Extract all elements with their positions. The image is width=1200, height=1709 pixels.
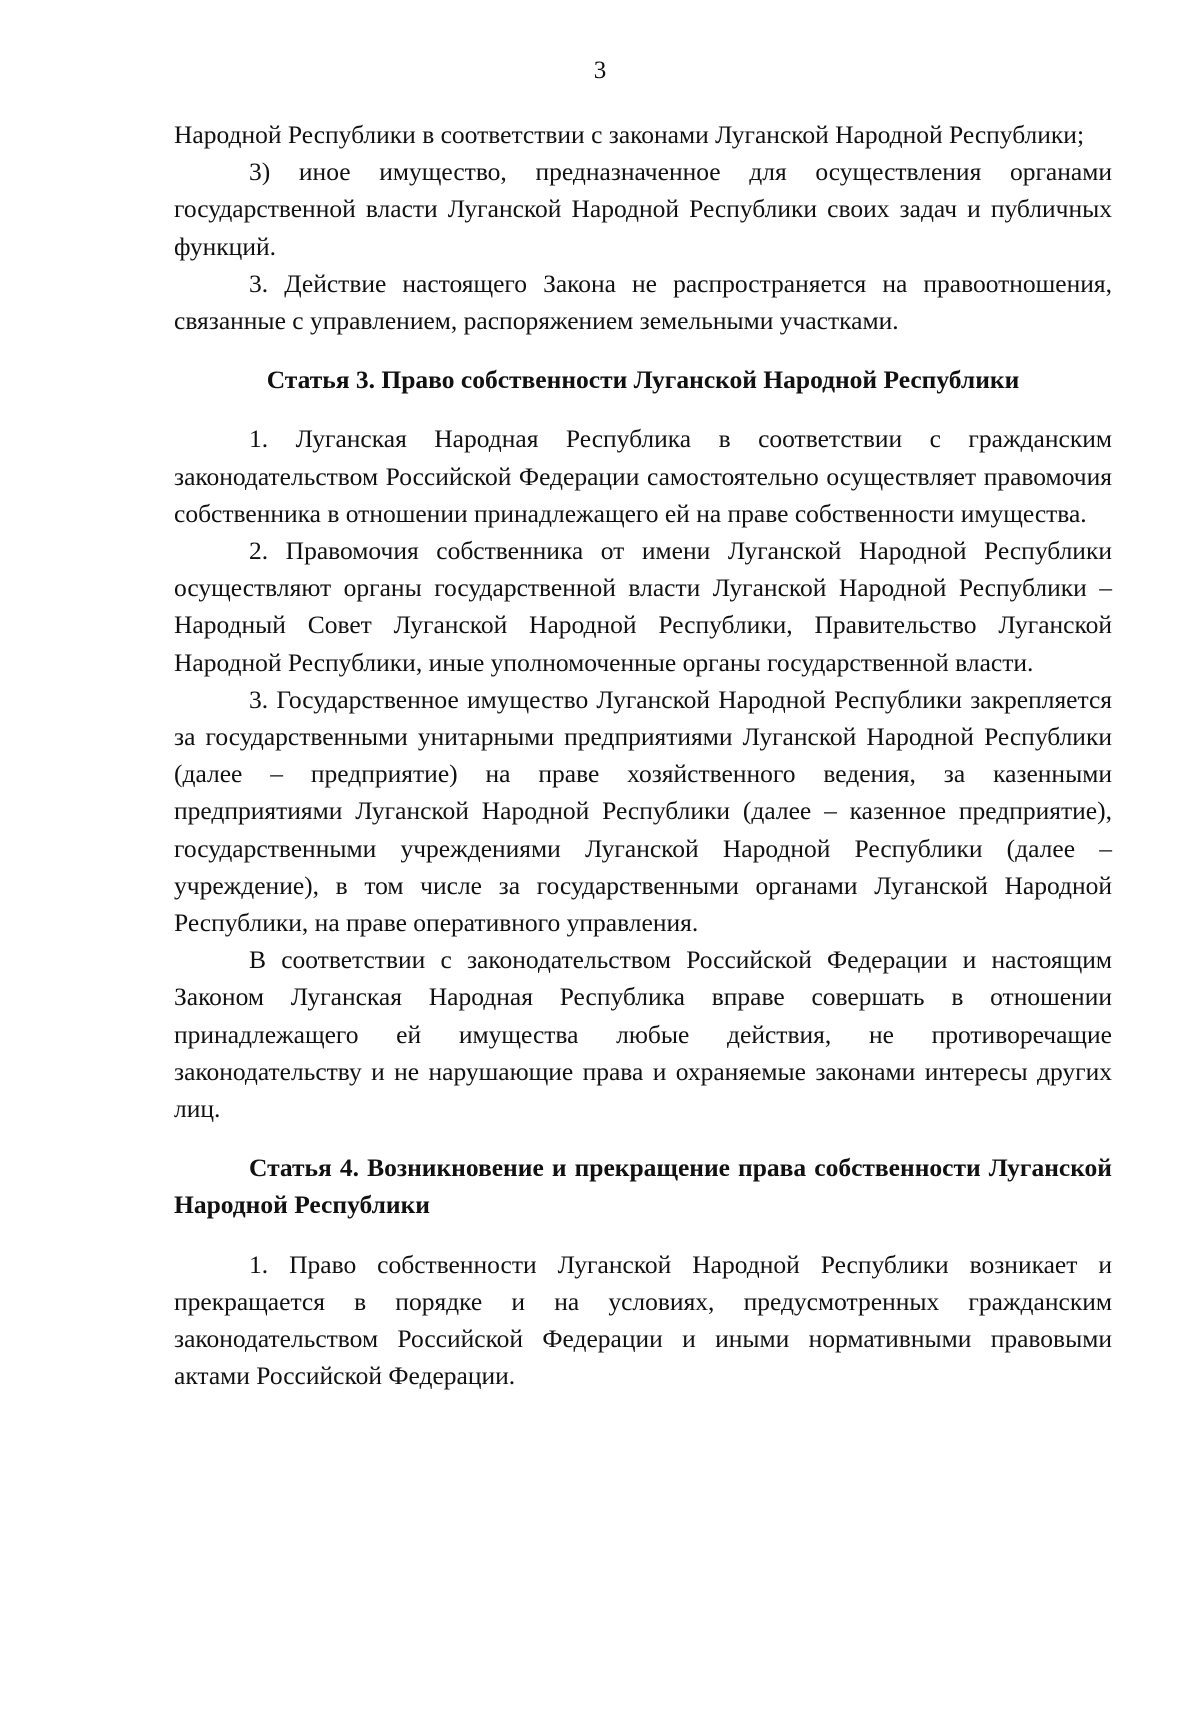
paragraph-part-3: 3. Действие настоящего Закона не распространяется на правоотношения, связанные с управлением, распоряжением земельными участками. (174, 268, 1112, 336)
article-4-heading: Статья 4. Возникновение и прекращение права собственности Луганской Народной Республики (174, 1153, 1112, 1220)
article-3-part-2: 2. Правомочия собственника от имени Луганской Народной Республики осуществляют органы государственной власти Луганской Народной Республики – Народный Совет Луганской Народной Республики, Правительство Луганской Народной Республики, иные уполномоченные органы государственной власти. (174, 536, 1112, 677)
article-3-paragraph: В соответствии с законодательством Российской Федерации и настоящим Законом Луганская Народная Республика вправе совершать в отношении принадлежащего ей имущества любые действия, не противоречащие законодательству и не нарушающие права и охраняемые законами интересы других лиц. (174, 945, 1112, 1124)
document-body (174, 116, 1112, 1395)
page-number: 3 (593, 57, 607, 84)
paragraph-continuation: Народной Республики в соответствии с законами Луганской Народной Республики; (174, 120, 1085, 149)
paragraph-item-3: 3) иное имущество, предназначенное для осуществления органами государственной власти Луганской Народной Республики своих задач и публичных функций. (174, 157, 1112, 261)
article-3-part-1: 1. Луганская Народная Республика в соответствии с гражданским законодательством Российской Федерации самостоятельно осуществляет правомочия собственника в отношении принадлежащего ей на праве собственности имущества. (174, 424, 1112, 528)
article-3-heading: Статья 3. Право собственности Луганской Народной Республики (266, 365, 1020, 395)
article-3-part-3: 3. Государственное имущество Луганской Народной Республики закрепляется за государственными унитарными предприятиями Луганской Народной Республики (далее – предприятие) на праве хозяйственного ведения, за казенными предприятиями Луганской Народной Республики (далее – казенное предприятие), государственными учреждениями Луганской Народной Республики (далее – учреждение), в том числе за государственными органами Луганской Народной Республики, на праве оперативного управления. (174, 684, 1112, 938)
article-4-part-1: 1. Право собственности Луганской Народной Республики возникает и прекращается в порядке и на условиях, предусмотренных гражданским законодательством Российской Федерации и иными нормативными правовыми актами Российской Федерации. (174, 1249, 1112, 1391)
